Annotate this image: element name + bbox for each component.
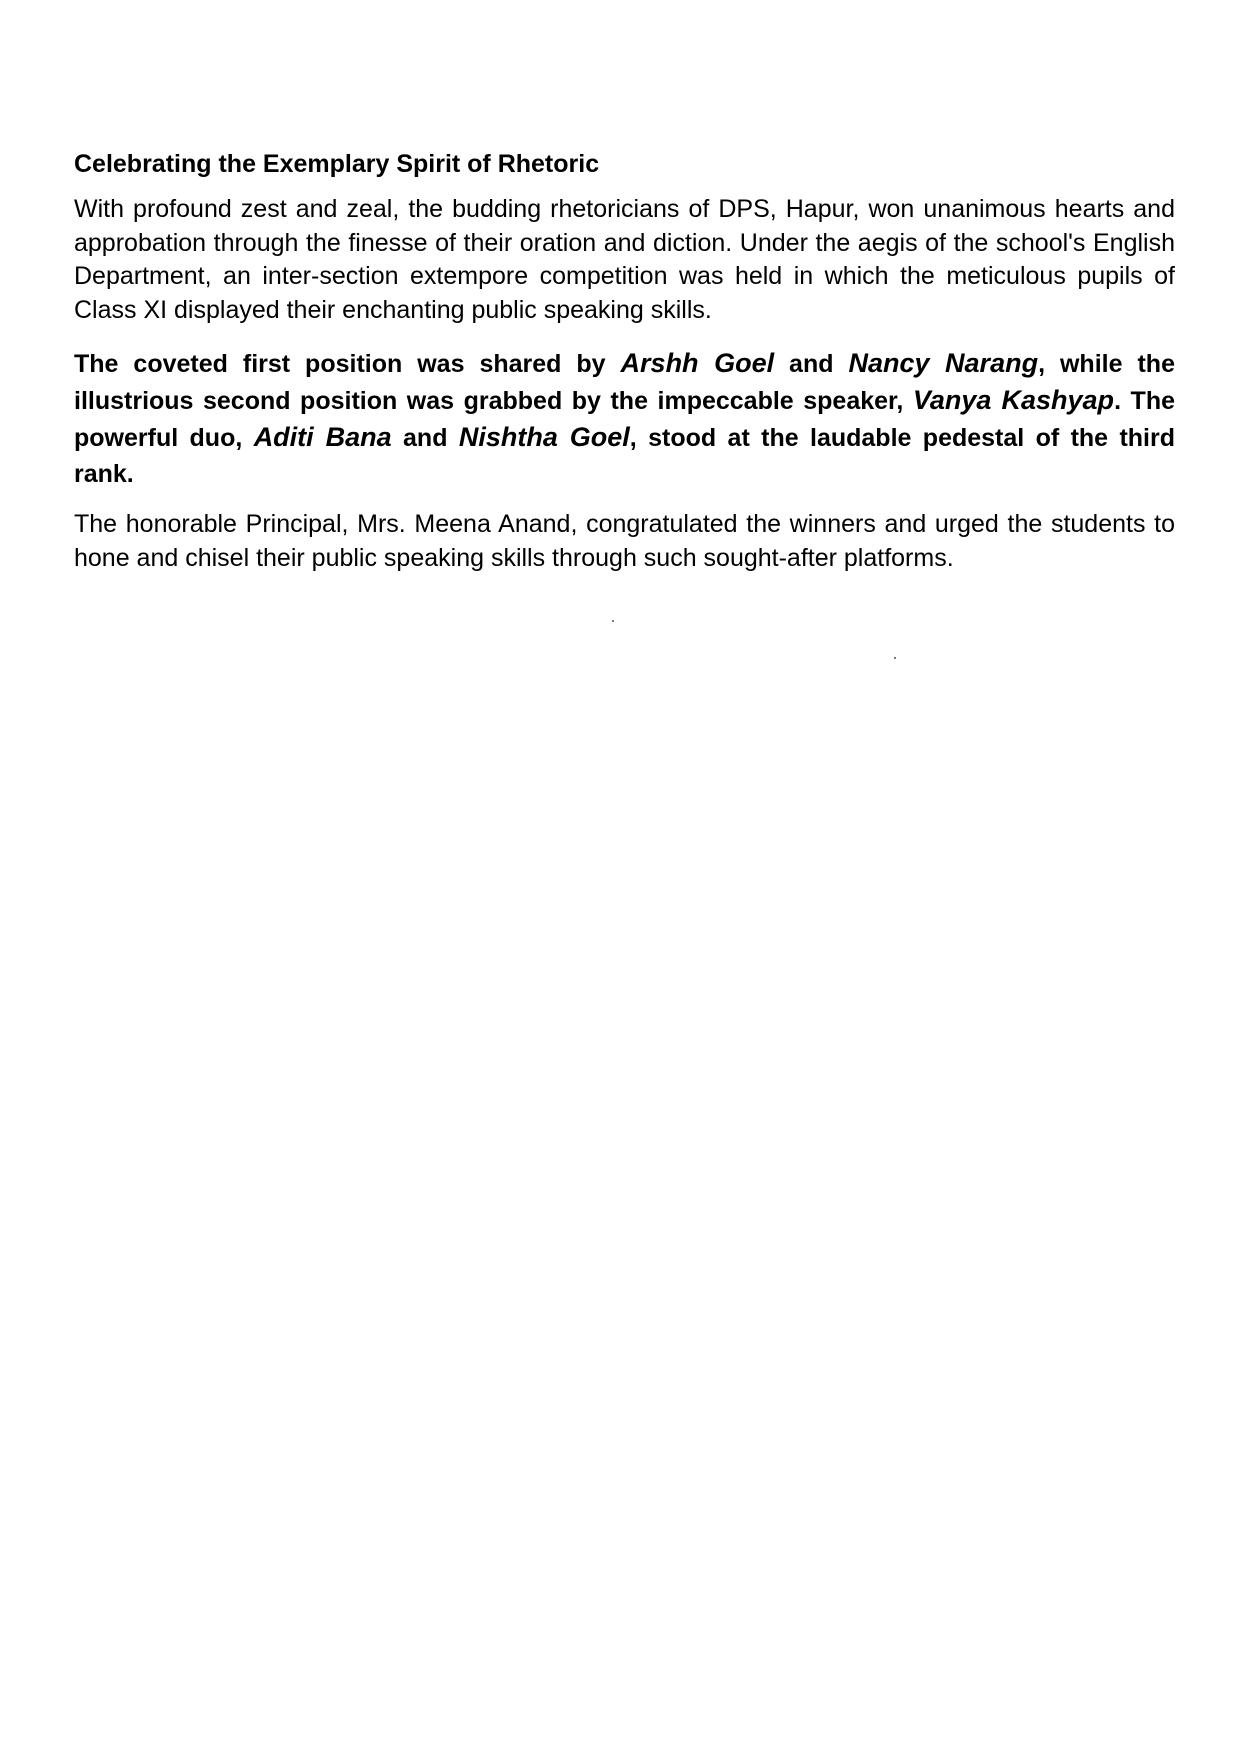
- paragraph-principal: The honorable Principal, Mrs. Meena Anand, congratulated the winners and urged the students to hone and chisel their public speaking skills through such sought-after platforms.: [74, 510, 1175, 572]
- winners-text-5: and: [391, 424, 459, 452]
- article-title: Celebrating the Exemplary Spirit of Rhetoric: [74, 150, 600, 178]
- stray-dot-mark: [894, 657, 896, 659]
- winner-name-1: Arshh Goel: [620, 348, 775, 378]
- winners-text-6: , stood at the laudable pedestal of the third rank.: [74, 424, 1175, 488]
- winner-name-2: Nancy Narang: [848, 348, 1039, 378]
- stray-dot-mark: [612, 620, 614, 622]
- article-body: [74, 148, 1175, 593]
- winners-text-1: The coveted first position was shared by: [74, 350, 621, 378]
- winners-text-3: , while the illustrious second position was grabbed by the impeccable speaker,: [74, 350, 1175, 415]
- winners-text-2: and: [774, 350, 849, 378]
- paragraph-winners: [74, 345, 1175, 492]
- winner-name-3: Vanya Kashyap: [912, 385, 1115, 415]
- winner-name-5: Nishtha Goel: [458, 422, 630, 452]
- winner-name-4: Aditi Bana: [253, 422, 392, 452]
- winners-text-4: . The powerful duo,: [74, 387, 1175, 452]
- paragraph-intro: With profound zest and zeal, the budding rhetoricians of DPS, Hapur, won unanimous hearts and approbation through the finesse of their oration and diction. Under the aegis of the school's English Department, an inter-section extempore competition was held in which the meticulous pupils of Class XI displayed their enchanting public speaking skills.: [74, 195, 1175, 324]
